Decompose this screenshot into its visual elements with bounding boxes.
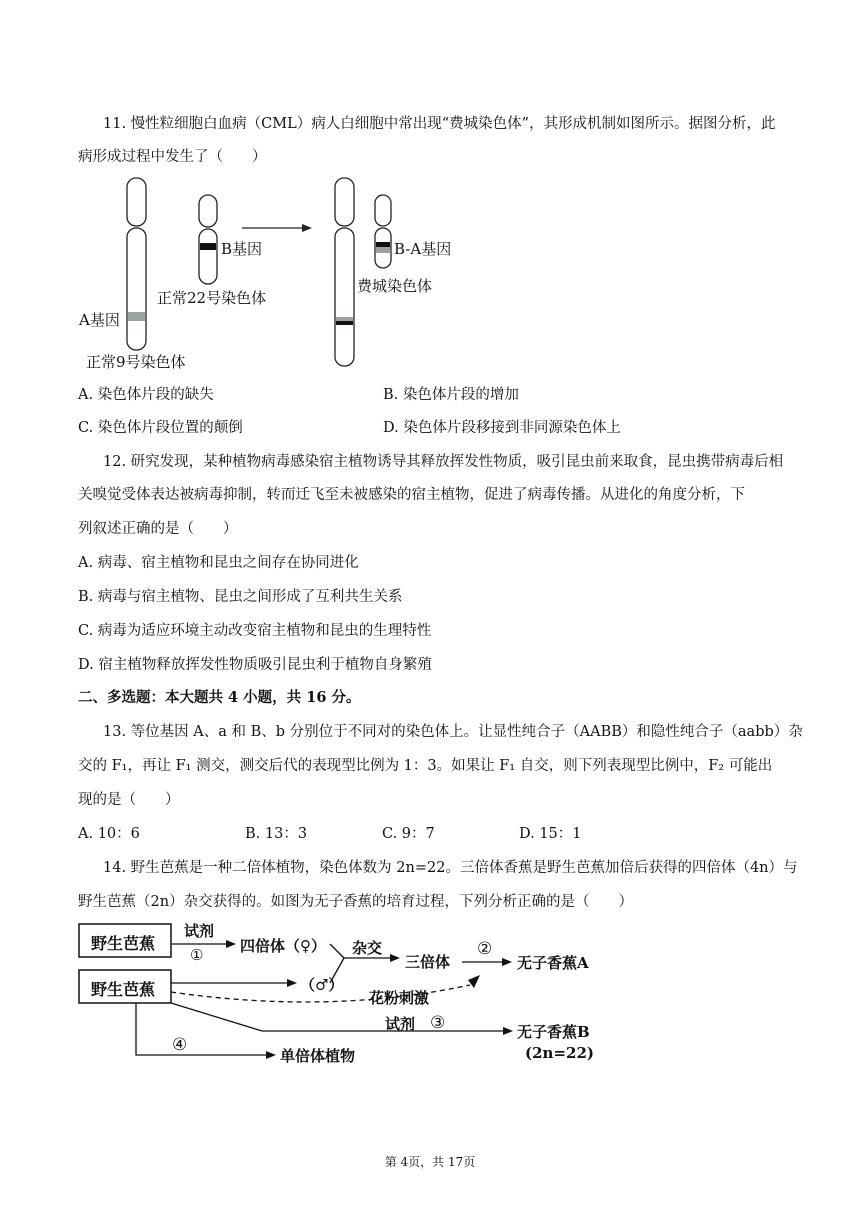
q11-stem-line1: 11. 慢性粒细胞白血病（CML）病人白细胞中常出现“费城染色体”，其形成机制如图所示。据图分析，此	[103, 116, 776, 132]
philadelphia-label: 费城染色体	[357, 277, 433, 295]
q12-option-c: C. 病毒为适应环境主动改变宿主植物和昆虫的生理特性	[78, 623, 432, 639]
wild-banana-label-1: 野生芭蕉	[91, 934, 156, 953]
q11-option-c: C. 染色体片段位置的颠倒	[78, 420, 243, 436]
q12-stem-line3: 列叙述正确的是（ ）	[78, 521, 238, 537]
normal9-label: 正常9号染色体	[86, 353, 186, 371]
reagent-3-label: 试剂	[385, 1015, 416, 1033]
normal22-label: 正常22号染色体	[157, 289, 267, 307]
reagent-1-label: 试剂	[184, 922, 215, 940]
q13-option-d: D. 15：1	[519, 826, 582, 842]
q13-stem-line3: 现的是（ ）	[78, 792, 180, 808]
step-1-marker: ①	[190, 946, 204, 964]
seedless-a-label: 无子香蕉A	[517, 954, 589, 972]
q12-stem-line1: 12. 研究发现，某种植物病毒感染宿主植物诱导其释放挥发性物质，吸引昆虫前来取食，昆虫携带病毒后相	[103, 454, 784, 470]
wild-banana-label-2: 野生芭蕉	[91, 980, 156, 999]
q13-stem-line1: 13. 等位基因 A、a 和 B、b 分别位于不同对的染色体上。让显性纯合子（AABB）和隐性纯合子（aabb）杂	[103, 724, 803, 740]
q11-option-a: A. 染色体片段的缺失	[78, 387, 214, 403]
haploid-label: 单倍体植物	[280, 1047, 356, 1065]
q12-option-d: D. 宿主植物释放挥发性物质吸引昆虫利于植物自身繁殖	[78, 657, 432, 673]
q11-option-d: D. 染色体片段移接到非同源染色体上	[383, 420, 621, 436]
q13-option-a: A. 10：6	[78, 826, 140, 842]
page-footer: 第 4页，共 17页	[384, 1155, 476, 1169]
section-2-heading: 二、多选题：本大题共 4 小题，共 16 分。	[78, 689, 361, 706]
q14-stem-line1: 14. 野生芭蕉是一种二倍体植物，染色体数为 2n=22。三倍体香蕉是野生芭蕉加倍后获得的四倍体（4n）与	[103, 860, 798, 876]
q11-option-b: B. 染色体片段的增加	[383, 387, 519, 403]
q14-stem-line2: 野生芭蕉（2n）杂交获得的。如图为无子香蕉的培育过程，下列分析正确的是（ ）	[78, 894, 634, 910]
seedless-b-chromosome-note: (2n=22)	[525, 1044, 594, 1062]
q12-option-a: A. 病毒、宿主植物和昆虫之间存在协同进化	[78, 555, 359, 571]
cross-label: 杂交	[352, 939, 383, 957]
male-label: （♂）	[300, 976, 344, 994]
pollen-stimulation-label: 花粉刺激	[369, 989, 430, 1007]
step-3-marker: ③	[430, 1013, 446, 1033]
q11-stem-line2: 病形成过程中发生了（ ）	[78, 149, 267, 165]
triploid-label: 三倍体	[405, 953, 451, 971]
q13-option-c: C. 9：7	[382, 826, 435, 842]
q12-option-b: B. 病毒与宿主植物、昆虫之间形成了互利共生关系	[78, 589, 403, 605]
step-4-marker: ④	[172, 1035, 188, 1055]
tetraploid-label: 四倍体（♀）	[240, 937, 326, 955]
q13-option-b: B. 13：3	[245, 826, 308, 842]
q13-stem-line2: 交的 F₁，再让 F₁ 测交，测交后代的表现型比例为 1：3。如果让 F₁ 自交，则下列表现型比例中，F₂ 可能出	[78, 758, 773, 774]
b-gene-label: B基因	[221, 240, 263, 258]
a-gene-label: A基因	[79, 311, 120, 329]
ba-gene-label: B-A基因	[394, 240, 452, 258]
step-2-marker: ②	[477, 939, 493, 959]
q12-stem-line2: 关嗅觉受体表达被病毒抑制，转而迁飞至未被感染的宿主植物，促进了病毒传播。从进化的角度分析，下	[78, 487, 745, 503]
seedless-b-label: 无子香蕉B	[517, 1023, 590, 1041]
